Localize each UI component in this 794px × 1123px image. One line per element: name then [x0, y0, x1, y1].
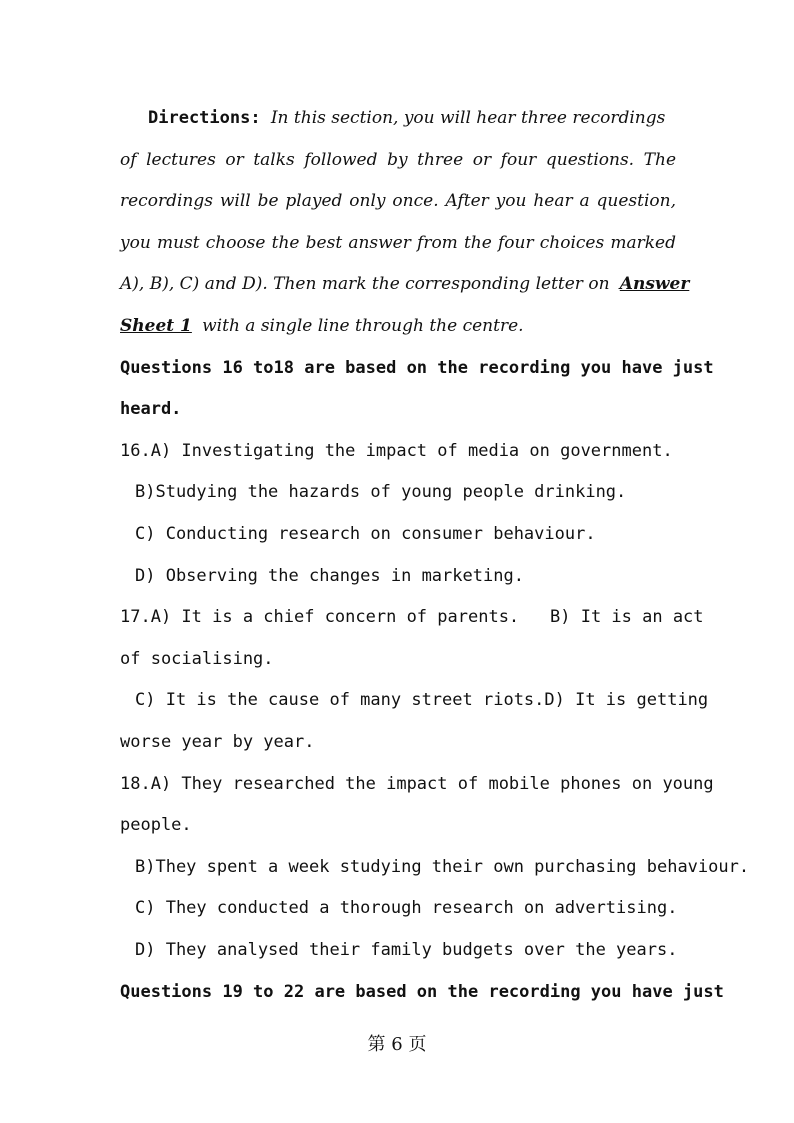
q17-option-b: B) It is an act [550, 607, 704, 627]
page-number: 第 6 页 [367, 1034, 427, 1055]
q17-option-a: 17.A) It is a chief concern of parents. [120, 607, 520, 627]
q17-option-c-d: C) It is the cause of many street riots.D) It is getting [135, 690, 709, 710]
answer-sheet-link-part1: Answer [619, 274, 690, 294]
directions-text-5: A), B), C) and D). Then mark the corresponding letter on [120, 274, 610, 294]
directions-line-1 [148, 107, 676, 129]
directions-label: Directions: [148, 108, 261, 128]
q17-line-1 [120, 606, 704, 628]
directions-line-4: you must choose the best answer from the four choices marked [120, 233, 676, 253]
directions-line-6 [120, 315, 676, 337]
directions-text-1: In this section, you will hear three recordings [270, 108, 666, 128]
q18-option-c: C) They conducted a thorough research on advertising. [135, 898, 678, 918]
q17-option-b-cont: of socialising. [120, 649, 274, 669]
q18-option-a: 18.A) They researched the impact of mobile phones on young [120, 774, 714, 794]
q16-option-d: D) Observing the changes in marketing. [135, 566, 524, 586]
directions-text-6: with a single line through the centre. [202, 316, 524, 336]
answer-sheet-link-part2: Sheet 1 [120, 316, 192, 336]
section-heading-19-22: Questions 19 to 22 are based on the recording you have just [120, 982, 724, 1002]
q16-option-b: B)Studying the hazards of young people drinking. [135, 482, 627, 502]
q18-option-a-cont: people. [120, 815, 192, 835]
section-heading-16-18: Questions 16 to18 are based on the recording you have just [120, 358, 714, 378]
q17-option-d-cont: worse year by year. [120, 732, 315, 752]
directions-line-2: of lectures or talks followed by three or four questions. The [120, 150, 676, 170]
q16-option-a: 16.A) Investigating the impact of media on government. [120, 441, 673, 461]
directions-line-5 [120, 273, 690, 295]
q18-option-b: B)They spent a week studying their own purchasing behaviour. [135, 857, 750, 877]
section-heading-16-18-cont: heard. [120, 399, 182, 419]
q16-option-c: C) Conducting research on consumer behaviour. [135, 524, 596, 544]
directions-line-3: recordings will be played only once. After you hear a question, [120, 191, 676, 211]
q18-option-d: D) They analysed their family budgets over the years. [135, 940, 678, 960]
